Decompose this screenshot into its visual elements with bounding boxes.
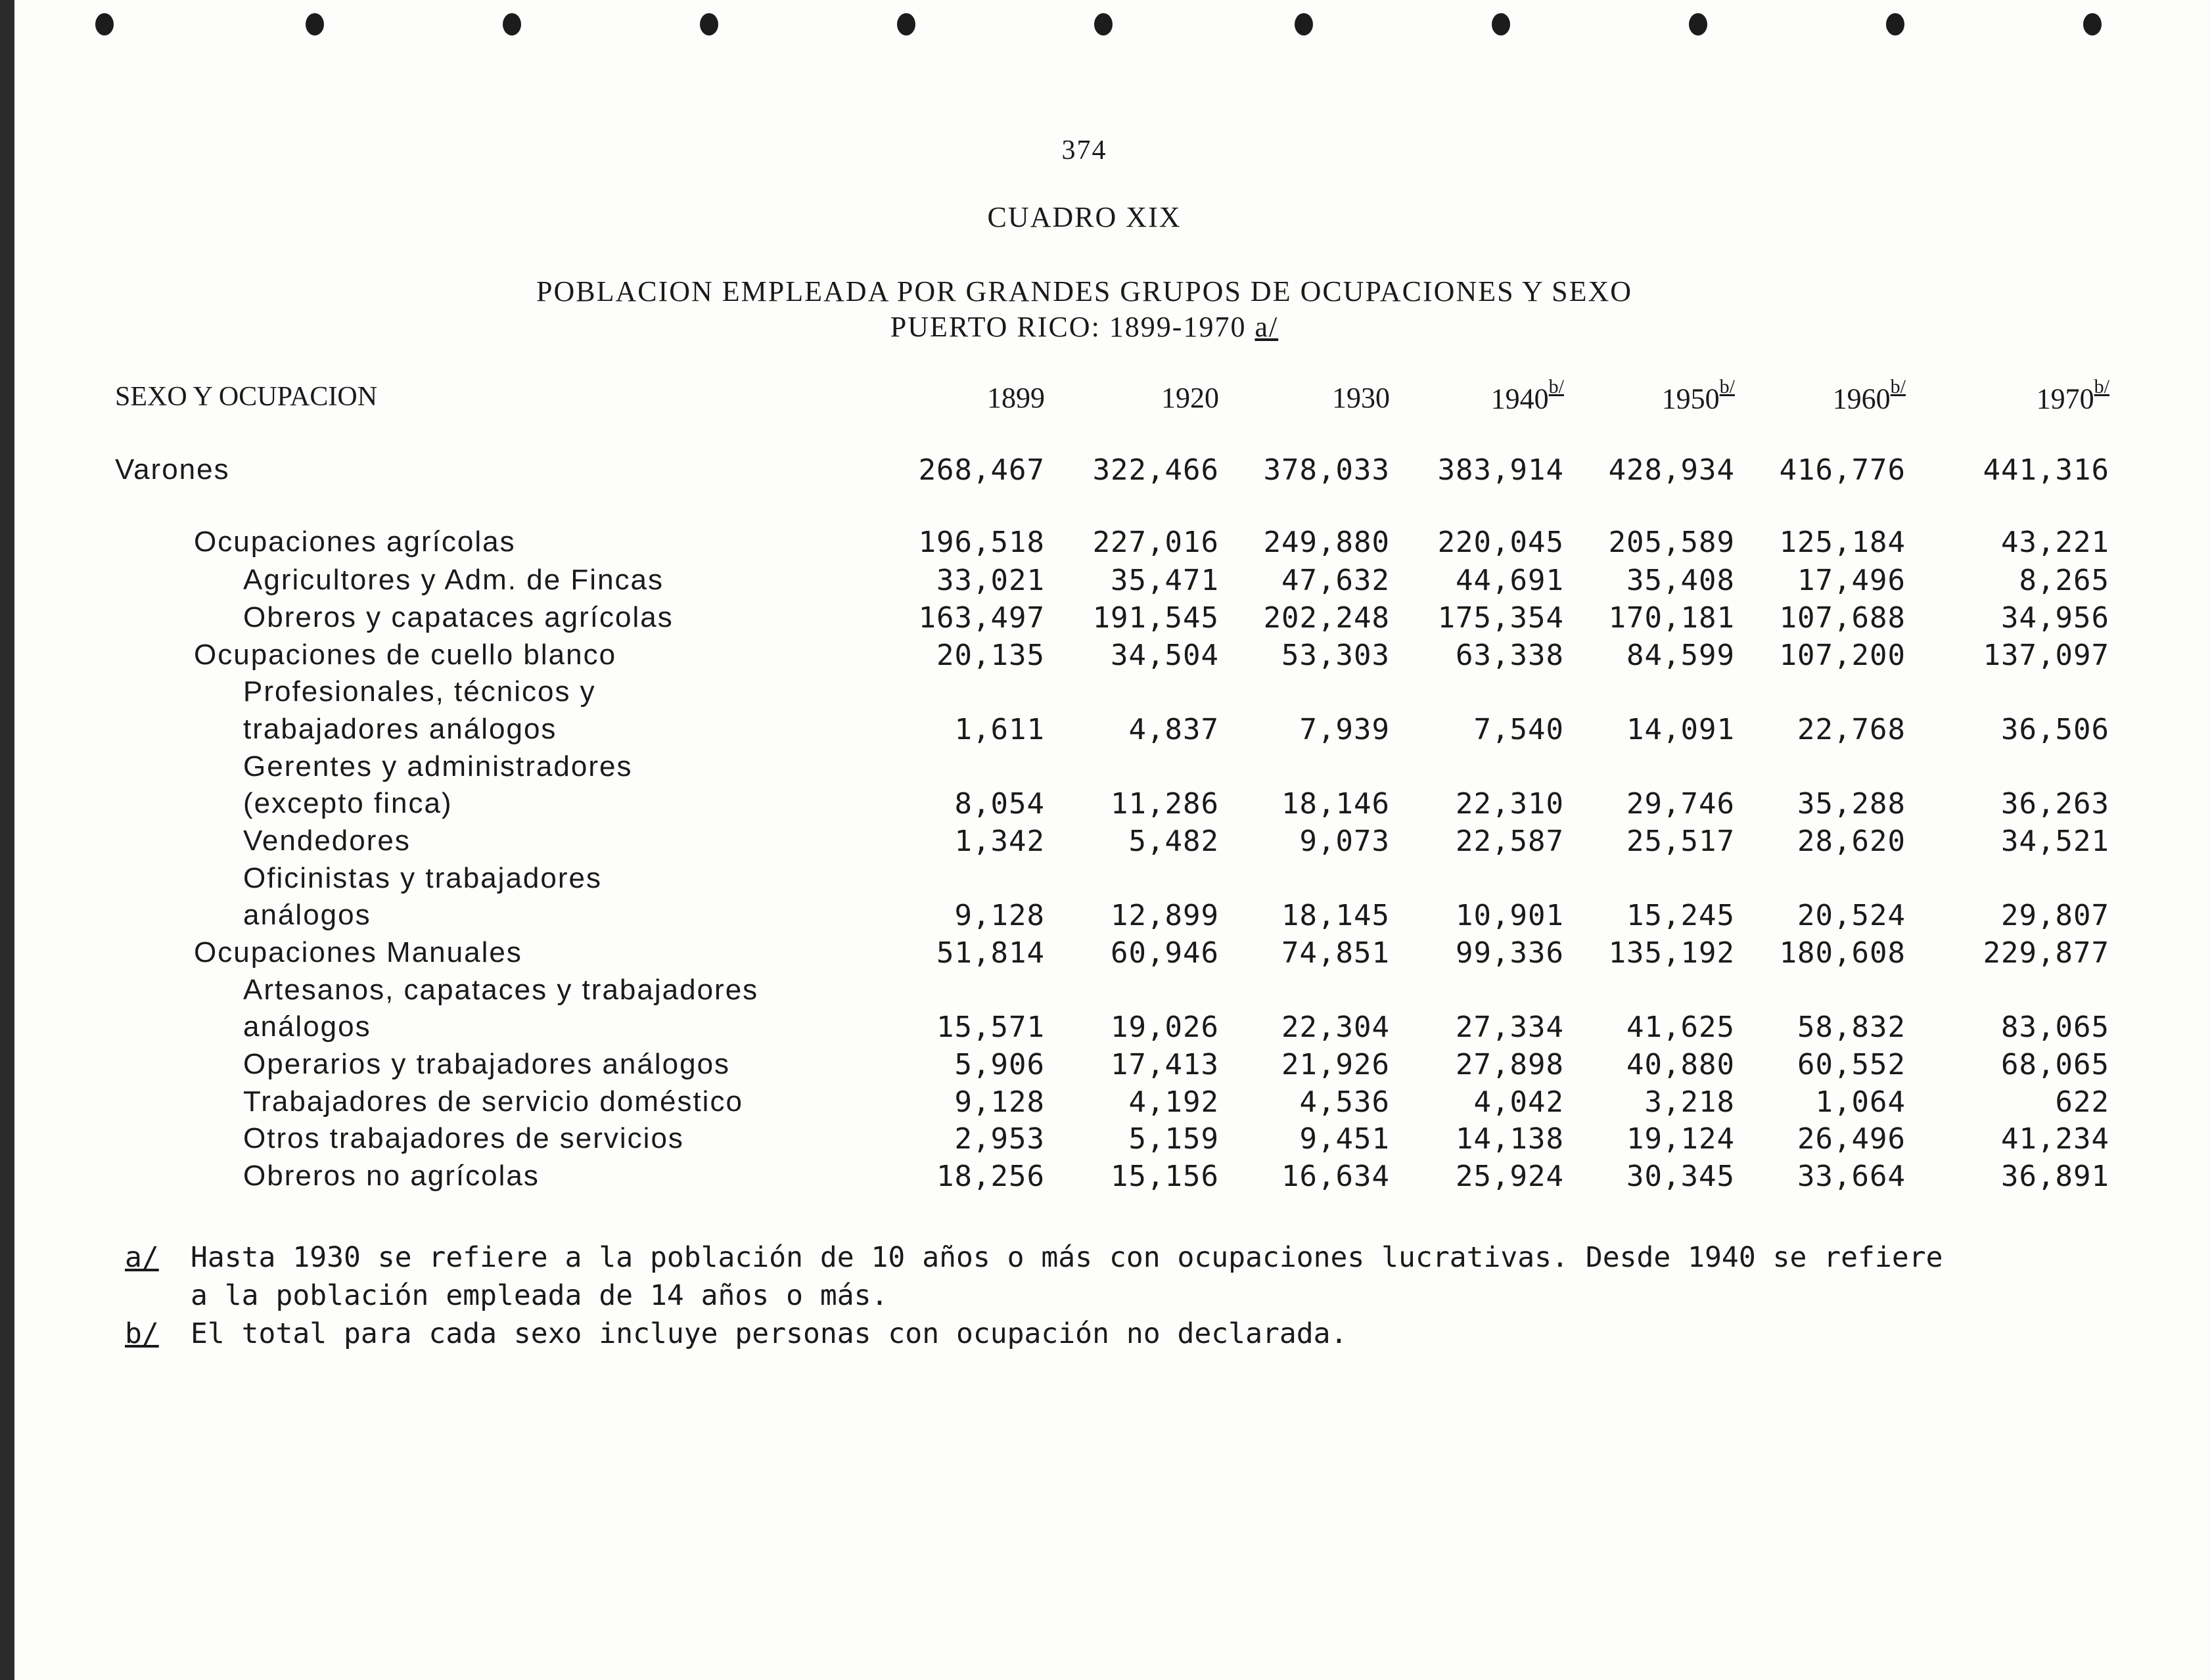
table-subtitle-text: PUERTO RICO: 1899-1970	[890, 311, 1247, 343]
cell-value: 107,200	[1779, 639, 1906, 672]
cell-value: 22,304	[1281, 1010, 1390, 1044]
header-year-note-mark: b/	[2094, 376, 2109, 397]
table-subtitle	[0, 310, 2169, 344]
cell-value: 202,248	[1263, 601, 1390, 635]
cell-value: 107,688	[1779, 601, 1906, 635]
cell-value: 4,837	[1128, 713, 1219, 746]
table-row	[0, 1010, 2169, 1047]
cell-value: 9,128	[954, 1085, 1045, 1119]
cell-value: 22,768	[1797, 713, 1906, 746]
cell-value: 28,620	[1797, 825, 1906, 858]
cell-value: 29,746	[1626, 787, 1735, 821]
footnote	[125, 1315, 1965, 1353]
footnote-mark: a/	[125, 1241, 159, 1274]
cell-value: 5,482	[1128, 825, 1219, 858]
cell-value: 60,946	[1111, 936, 1219, 970]
table-row	[0, 862, 2169, 899]
cell-value: 60,552	[1797, 1048, 1906, 1081]
header-year-text: 1930	[1332, 382, 1390, 414]
cell-value: 68,065	[2001, 1048, 2109, 1081]
footnotes	[125, 1238, 1965, 1353]
cell-value: 135,192	[1608, 936, 1735, 970]
row-label: análogos	[243, 899, 371, 931]
footnote-mark: b/	[125, 1317, 159, 1350]
row-label: Operarios y trabajadores análogos	[243, 1048, 731, 1080]
cell-value: 18,145	[1281, 899, 1390, 932]
row-label: Ocupaciones de cuello blanco	[194, 639, 617, 671]
header-year	[881, 381, 1045, 415]
cell-value: 51,814	[936, 936, 1045, 970]
cell-value: 15,245	[1626, 899, 1735, 932]
cell-value: 27,334	[1456, 1010, 1564, 1044]
row-label: Ocupaciones agrícolas	[194, 526, 516, 558]
cell-value: 18,146	[1281, 787, 1390, 821]
cell-value: 15,571	[936, 1010, 1045, 1044]
header-year	[1055, 381, 1219, 415]
cell-value: 416,776	[1779, 453, 1906, 487]
cell-value: 34,956	[2001, 601, 2109, 635]
cell-value: 14,091	[1626, 713, 1735, 746]
cell-value: 53,303	[1281, 639, 1390, 672]
header-year	[1226, 381, 1390, 415]
row-label: Oficinistas y trabajadores	[243, 862, 602, 894]
cell-value: 1,064	[1815, 1085, 1906, 1119]
cell-value: 322,466	[1092, 453, 1219, 487]
cell-value: 20,524	[1797, 899, 1906, 932]
header-year	[1741, 376, 1906, 416]
cell-value: 83,065	[2001, 1010, 2109, 1044]
footnote-text: Hasta 1930 se refiere a la población de 10 años o más con ocupaciones lucrativas. Desde 1940 se refiere a la población empleada de 14 años o más.	[191, 1241, 1943, 1312]
cell-value: 10,901	[1456, 899, 1564, 932]
table-header	[0, 376, 2169, 420]
cell-value: 9,073	[1299, 825, 1390, 858]
cell-value: 43,221	[2001, 526, 2109, 559]
header-year-text: 1940	[1490, 382, 1549, 415]
cell-value: 8,054	[954, 787, 1045, 821]
cell-value: 7,939	[1299, 713, 1390, 746]
cell-value: 19,026	[1111, 1010, 1219, 1044]
cell-value: 9,451	[1299, 1122, 1390, 1156]
cell-value: 21,926	[1281, 1048, 1390, 1081]
header-year-note-mark: b/	[1890, 376, 1906, 397]
cell-value: 5,906	[954, 1048, 1045, 1081]
cell-value: 35,471	[1111, 564, 1219, 597]
cell-value: 3,218	[1644, 1085, 1735, 1119]
cell-value: 33,664	[1797, 1160, 1906, 1193]
header-year-text: 1970	[2036, 382, 2094, 415]
cell-value: 9,128	[954, 899, 1045, 932]
cell-value: 40,880	[1626, 1048, 1735, 1081]
cell-value: 8,265	[2019, 564, 2109, 597]
row-label: Obreros y capataces agrícolas	[243, 601, 674, 633]
header-year	[1945, 376, 2109, 416]
cell-value: 36,506	[2001, 713, 2109, 746]
cell-value: 1,342	[954, 825, 1045, 858]
cell-value: 18,256	[936, 1160, 1045, 1193]
header-year-text: 1920	[1161, 382, 1219, 414]
cell-value: 19,124	[1626, 1122, 1735, 1156]
footnote	[125, 1238, 1965, 1315]
cell-value: 35,288	[1797, 787, 1906, 821]
cell-value: 205,589	[1608, 526, 1735, 559]
table-row	[0, 639, 2169, 675]
row-label: Ocupaciones Manuales	[194, 936, 522, 968]
cell-value: 229,877	[1983, 936, 2109, 970]
cell-value: 30,345	[1626, 1160, 1735, 1193]
cell-value: 137,097	[1983, 639, 2109, 672]
header-year-text: 1960	[1832, 382, 1891, 415]
cell-value: 191,545	[1092, 601, 1219, 635]
table-row	[0, 899, 2169, 936]
cell-value: 34,504	[1111, 639, 1219, 672]
cell-value: 125,184	[1779, 526, 1906, 559]
cell-value: 4,042	[1473, 1085, 1564, 1119]
cell-value: 180,608	[1779, 936, 1906, 970]
cell-value: 17,496	[1797, 564, 1906, 597]
table-row	[0, 1122, 2169, 1159]
cell-value: 36,263	[2001, 787, 2109, 821]
cell-value: 33,021	[936, 564, 1045, 597]
cell-value: 63,338	[1456, 639, 1564, 672]
cell-value: 2,953	[954, 1122, 1045, 1156]
table-row	[0, 936, 2169, 973]
table-row	[0, 564, 2169, 601]
cell-value: 20,135	[936, 639, 1045, 672]
cell-value: 58,832	[1797, 1010, 1906, 1044]
header-year-note-mark: b/	[1719, 376, 1735, 397]
cell-value: 249,880	[1263, 526, 1390, 559]
cell-value: 25,517	[1626, 825, 1735, 858]
table-row	[0, 750, 2169, 787]
cell-value: 378,033	[1263, 453, 1390, 487]
cell-value: 41,234	[2001, 1122, 2109, 1156]
row-label: Profesionales, técnicos y	[243, 675, 596, 708]
cell-value: 622	[2055, 1085, 2109, 1119]
cell-value: 4,536	[1299, 1085, 1390, 1119]
table-row	[0, 675, 2169, 712]
cell-value: 34,521	[2001, 825, 2109, 858]
cell-value: 22,310	[1456, 787, 1564, 821]
cell-value: 44,691	[1456, 564, 1564, 597]
table-row	[0, 453, 2169, 490]
table-row	[0, 974, 2169, 1010]
footnote-text: El total para cada sexo incluye personas con ocupación no declarada.	[191, 1317, 1348, 1350]
header-year-text: 1899	[987, 382, 1045, 414]
cell-value: 268,467	[918, 453, 1045, 487]
row-label: Otros trabajadores de servicios	[243, 1122, 684, 1154]
row-label: análogos	[243, 1010, 371, 1043]
cell-value: 220,045	[1437, 526, 1564, 559]
cell-value: 4,192	[1128, 1085, 1219, 1119]
header-year-text: 1950	[1661, 382, 1720, 415]
table-id: CUADRO XIX	[987, 201, 1182, 233]
cell-value: 74,851	[1281, 936, 1390, 970]
table-row	[0, 787, 2169, 824]
table-row	[0, 825, 2169, 861]
row-label: Vendedores	[243, 825, 411, 857]
row-label: Trabajadores de servicio doméstico	[243, 1085, 743, 1118]
cell-value: 163,497	[918, 601, 1045, 635]
cell-value: 1,611	[954, 713, 1045, 746]
cell-value: 17,413	[1111, 1048, 1219, 1081]
cell-value: 11,286	[1111, 787, 1219, 821]
cell-value: 25,924	[1456, 1160, 1564, 1193]
row-label: trabajadores análogos	[243, 713, 557, 745]
cell-value: 16,634	[1281, 1160, 1390, 1193]
table-row	[0, 1085, 2169, 1122]
cell-value: 99,336	[1456, 936, 1564, 970]
table-row	[0, 1160, 2169, 1196]
cell-value: 428,934	[1608, 453, 1735, 487]
row-label: Agricultores y Adm. de Fincas	[243, 564, 664, 596]
page-number: 374	[1061, 135, 1107, 166]
cell-value: 441,316	[1983, 453, 2109, 487]
cell-value: 175,354	[1437, 601, 1564, 635]
cell-value: 29,807	[2001, 899, 2109, 932]
header-year	[1400, 376, 1564, 416]
cell-value: 196,518	[918, 526, 1045, 559]
cell-value: 27,898	[1456, 1048, 1564, 1081]
cell-value: 35,408	[1626, 564, 1735, 597]
table-row	[0, 526, 2169, 562]
cell-value: 84,599	[1626, 639, 1735, 672]
row-label: Varones	[115, 453, 230, 486]
cell-value: 383,914	[1437, 453, 1564, 487]
table-row	[0, 601, 2169, 638]
table-row	[0, 1048, 2169, 1085]
table-title: POBLACION EMPLEADA POR GRANDES GRUPOS DE OCUPACIONES Y SEXO	[536, 275, 1632, 307]
row-label: (excepto finca)	[243, 787, 453, 819]
cell-value: 41,625	[1626, 1010, 1735, 1044]
cell-value: 47,632	[1281, 564, 1390, 597]
table-subtitle-note-mark: a/	[1255, 311, 1279, 343]
row-label: Artesanos, capataces y trabajadores	[243, 974, 759, 1006]
cell-value: 36,891	[2001, 1160, 2109, 1193]
header-label: SEXO Y OCUPACION	[115, 382, 378, 412]
header-year-note-mark: b/	[1548, 376, 1564, 397]
row-label: Obreros no agrícolas	[243, 1160, 540, 1192]
header-year	[1571, 376, 1735, 416]
cell-value: 227,016	[1092, 526, 1219, 559]
cell-value: 12,899	[1111, 899, 1219, 932]
cell-value: 7,540	[1473, 713, 1564, 746]
cell-value: 26,496	[1797, 1122, 1906, 1156]
cell-value: 170,181	[1608, 601, 1735, 635]
cell-value: 5,159	[1128, 1122, 1219, 1156]
cell-value: 15,156	[1111, 1160, 1219, 1193]
cell-value: 22,587	[1456, 825, 1564, 858]
table-row	[0, 713, 2169, 750]
cell-value: 14,138	[1456, 1122, 1564, 1156]
row-label: Gerentes y administradores	[243, 750, 633, 783]
